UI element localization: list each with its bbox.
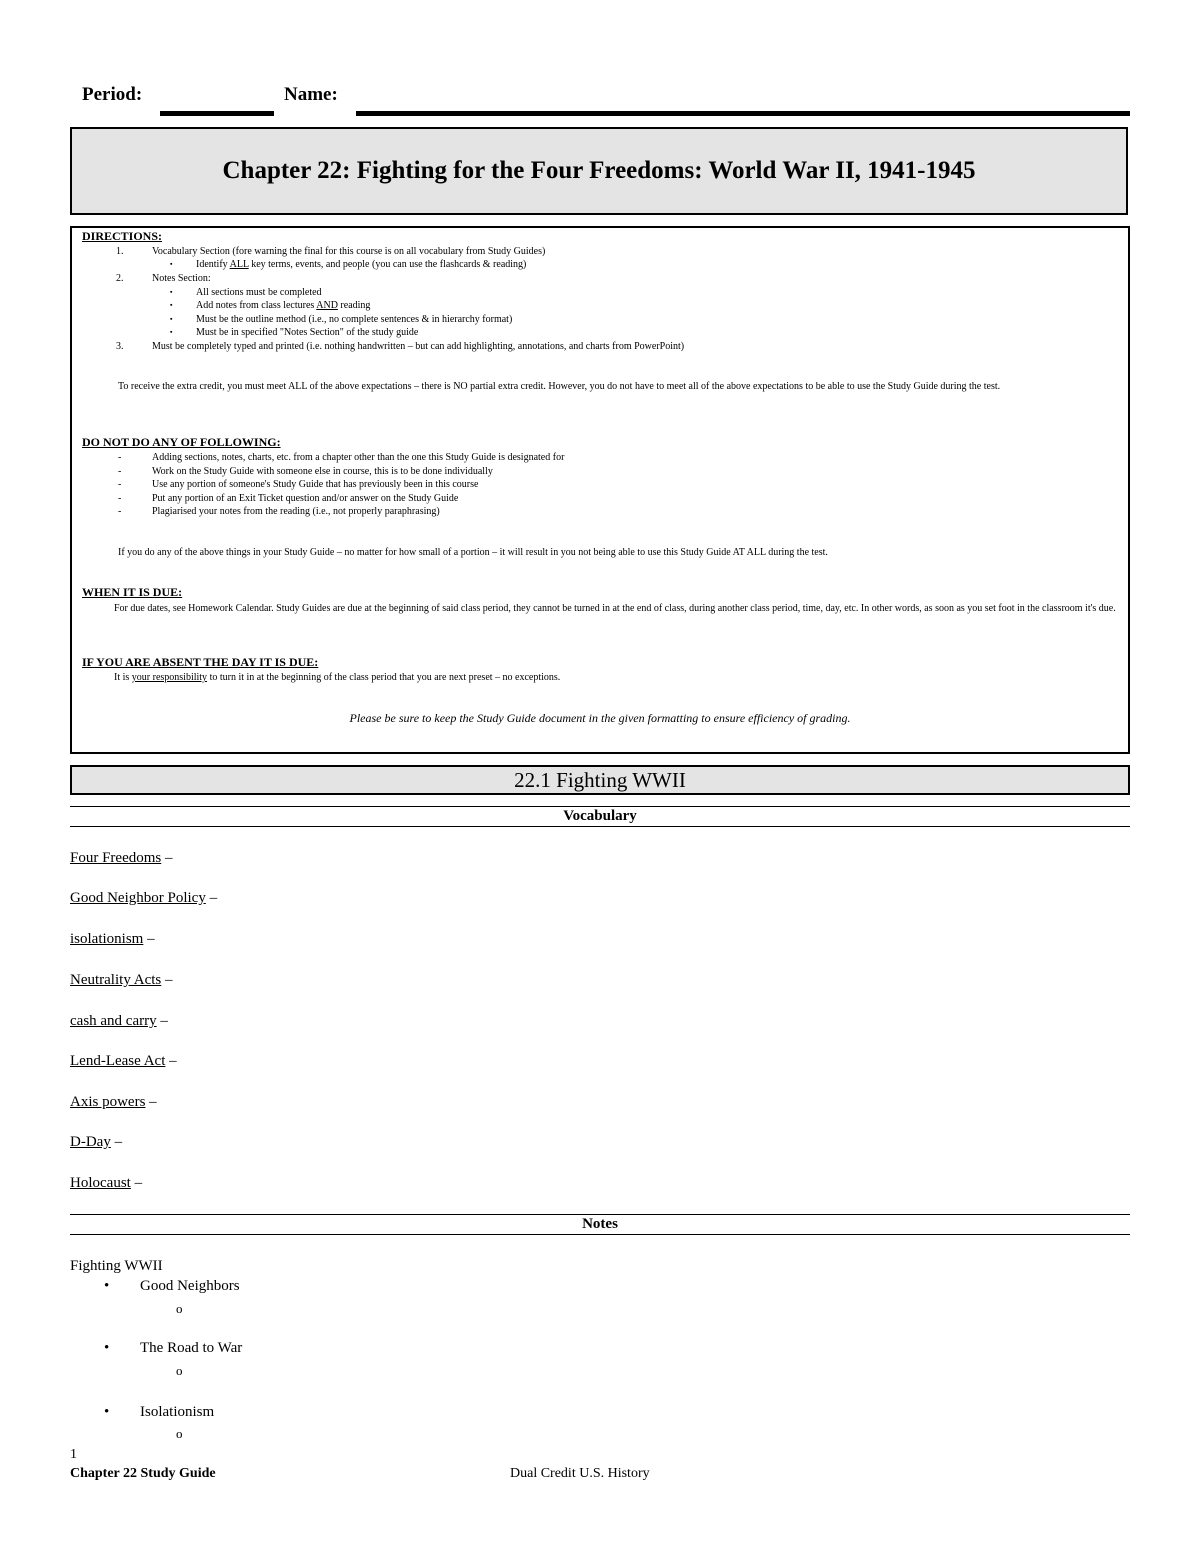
vocab-term: Four Freedoms: [70, 850, 162, 866]
student-header: [82, 84, 1130, 118]
chapter-title: Chapter 22: Fighting for the Four Freedoms: World War II, 1941-1945: [222, 157, 976, 184]
emphasis-text: AND: [316, 300, 338, 311]
subitem-text: reading: [337, 300, 371, 311]
notes-heading: Notes: [70, 1214, 1130, 1235]
subitem-text: key terms, events, and people (you can use the flashcards & reading): [248, 259, 527, 270]
vocab-term: Holocaust: [70, 1175, 131, 1191]
dash-bullet: -: [118, 452, 122, 463]
section-title: 22.1 Fighting WWII: [70, 765, 1130, 795]
vocab-dash: –: [143, 931, 155, 947]
item-number: 2.: [116, 273, 124, 284]
vocab-dash: –: [161, 972, 173, 988]
vocabulary-heading: Vocabulary: [70, 806, 1130, 827]
vocab-item[interactable]: [70, 1175, 142, 1192]
list-item-text: Use any portion of someone's Study Guide that has previously been in this course: [152, 479, 479, 490]
vocab-item[interactable]: [70, 1094, 157, 1111]
direction-text: Must be completely typed and printed (i.e. nothing handwritten – but can add highlighting, annotations, and charts from PowerPoint): [152, 341, 685, 352]
bullet-icon: •: [104, 1278, 110, 1294]
note-item[interactable]: The Road to War: [140, 1340, 243, 1356]
vocab-item[interactable]: [70, 1053, 177, 1070]
vocab-term: Axis powers: [70, 1094, 146, 1110]
subitem-text: Add notes from class lectures: [196, 300, 317, 311]
square-bullet-icon: ▪: [170, 328, 173, 336]
vocab-dash: –: [130, 1175, 143, 1191]
footer-course: Dual Credit U.S. History: [510, 1466, 650, 1481]
due-heading: WHEN IT IS DUE:: [82, 585, 183, 599]
emphasis-text: ALL: [229, 259, 249, 270]
direction-text: Notes Section:: [152, 273, 211, 284]
absent-text-part: It is: [114, 672, 132, 683]
notes-topic[interactable]: Fighting WWII: [70, 1258, 163, 1274]
bullet-icon: •: [104, 1340, 110, 1356]
vocab-item[interactable]: [70, 972, 172, 989]
subitem-text: Identify: [196, 259, 230, 270]
list-item-text: Plagiarised your notes from the reading (i.e., not properly paraphrasing): [152, 506, 440, 517]
bullet-icon: •: [104, 1404, 110, 1420]
item-number: 1.: [116, 246, 124, 257]
dash-bullet: -: [118, 506, 122, 517]
note-item[interactable]: Isolationism: [140, 1404, 215, 1420]
name-label: Name:: [284, 84, 338, 105]
period-field[interactable]: [160, 111, 274, 116]
absent-text: [114, 671, 560, 684]
footer-title: Chapter 22 Study Guide: [70, 1466, 216, 1481]
formatting-note: Please be sure to keep the Study Guide document in the given formatting to ensure efficiency of grading.: [349, 711, 851, 725]
vocab-dash: –: [110, 1134, 123, 1150]
vocab-item[interactable]: [70, 1013, 168, 1030]
vocab-item[interactable]: [70, 1134, 122, 1151]
vocab-term: Good Neighbor Policy: [70, 890, 206, 906]
extra-credit-text: To receive the extra credit, you must meet ALL of the above expectations – there is NO partial extra credit. However, you do not have to meet all of the above expectations to be able to use the Study Guide during the test.: [118, 381, 1001, 392]
subitem-text: Must be the outline method (i.e., no complete sentences & in hierarchy format): [196, 314, 513, 325]
vocab-term: Lend-Lease Act: [70, 1053, 166, 1069]
vocab-item[interactable]: [70, 890, 217, 907]
sub-bullet-icon: o: [176, 1301, 183, 1316]
due-text: For due dates, see Homework Calendar. Study Guides are due at the beginning of said class period, they cannot be turned in at the end of class, during another class period, time, day, etc. In other words, as soon as you set foot in the classroom it's due.: [114, 603, 1116, 614]
vocab-term: cash and carry: [70, 1013, 157, 1029]
vocab-dash: –: [145, 1094, 157, 1110]
subitem-text: All sections must be completed: [196, 287, 322, 298]
subitem-text: Must be in specified "Notes Section" of the study guide: [196, 327, 419, 338]
vocab-item[interactable]: [70, 850, 173, 867]
note-item[interactable]: Good Neighbors: [140, 1278, 240, 1294]
dash-bullet: -: [118, 466, 122, 477]
list-item-text: Adding sections, notes, charts, etc. from a chapter other than the one this Study Guide is designated for: [152, 452, 565, 463]
square-bullet-icon: ▪: [170, 260, 173, 268]
name-field[interactable]: [356, 111, 1130, 116]
directions-heading: DIRECTIONS:: [82, 229, 163, 243]
do-not-heading: DO NOT DO ANY OF FOLLOWING:: [82, 435, 281, 449]
direction-text: Vocabulary Section (fore warning the final for this course is on all vocabulary from Study Guides): [152, 246, 546, 257]
period-label: Period:: [82, 84, 143, 105]
vocab-term: isolationism: [70, 931, 144, 947]
vocab-term: D-Day: [70, 1134, 111, 1150]
absent-heading: IF YOU ARE ABSENT THE DAY IT IS DUE:: [82, 655, 319, 669]
sub-bullet-icon: o: [176, 1426, 183, 1441]
square-bullet-icon: ▪: [170, 315, 173, 323]
sub-bullet-icon: o: [176, 1363, 183, 1378]
vocab-dash: –: [161, 850, 173, 866]
list-item-text: Work on the Study Guide with someone else in course, this is to be done individually: [152, 466, 493, 477]
dash-bullet: -: [118, 493, 122, 504]
directions-box: [70, 226, 1130, 754]
chapter-title-box: [70, 127, 1128, 215]
square-bullet-icon: ▪: [170, 301, 173, 309]
vocab-dash: –: [165, 1053, 177, 1069]
emphasis-text: your responsibility: [131, 672, 208, 683]
square-bullet-icon: ▪: [170, 288, 173, 296]
list-item-text: Put any portion of an Exit Ticket question and/or answer on the Study Guide: [152, 493, 459, 504]
warning-text: If you do any of the above things in your Study Guide – no matter for how small of a portion – it will result in you not being able to use this Study Guide AT ALL during the test.: [118, 547, 828, 558]
absent-text-part: to turn it in at the beginning of the class period that you are next preset – no exceptions.: [207, 672, 561, 683]
vocab-item[interactable]: [70, 931, 155, 948]
vocab-term: Neutrality Acts: [70, 972, 162, 988]
page-number: 1: [70, 1447, 77, 1462]
vocab-dash: –: [156, 1013, 168, 1029]
item-number: 3.: [116, 341, 124, 352]
vocab-dash: –: [205, 890, 218, 906]
dash-bullet: -: [118, 479, 122, 490]
